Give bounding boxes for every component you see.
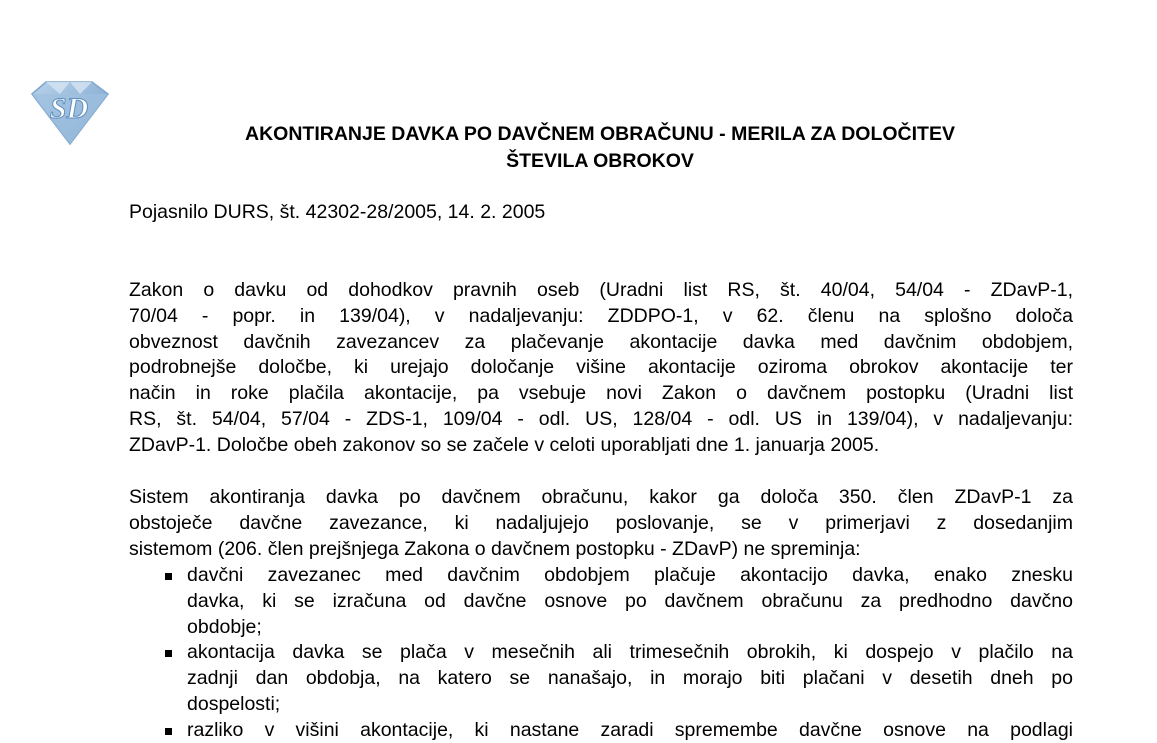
paragraph-intro xyxy=(129,278,1073,459)
bullet-list xyxy=(129,563,1073,743)
paragraph-line: sistemom (206. člen prejšnjega Zakona o davčnem postopku - ZDavP) ne spreminja: xyxy=(129,537,861,560)
list-item-line: zadnji dan obdobja, na katero se nanašajo, in morajo biti plačani v desetih dneh po xyxy=(187,667,1073,690)
title-line-1: AKONTIRANJE DAVKA PO DAVČNEM OBRAČUNU - MERILA ZA DOLOČITEV xyxy=(245,123,955,145)
bullet-square-icon xyxy=(165,650,172,657)
list-item xyxy=(129,718,1073,743)
list-item-line: davčni zavezanec med davčnim obdobjem plačuje akontacijo davka, enako znesku xyxy=(187,564,1073,586)
list-item-line: dospelosti; xyxy=(187,692,281,715)
logo-letters: SD xyxy=(49,92,89,125)
document-subtitle: Pojasnilo DURS, št. 42302-28/2005, 14. 2. 2005 xyxy=(129,201,546,223)
list-item-line: obdobje; xyxy=(187,615,262,638)
list-item xyxy=(129,563,1073,640)
sd-diamond-logo-icon xyxy=(26,78,112,148)
paragraph-line: 70/04 - popr. in 139/04), v nadaljevanju: ZDDPO-1, v 62. členu na splošno določa xyxy=(129,304,1073,327)
paragraph-line: način in roke plačila akontacije, pa vsebuje novi Zakon o davčnem postopku (Uradni list xyxy=(129,382,1073,405)
bullet-square-icon xyxy=(165,728,172,735)
paragraph-line: Sistem akontiranja davka po davčnem obračunu, kakor ga določa 350. člen ZDavP-1 za xyxy=(129,486,1073,508)
paragraph-line: ZDavP-1. Določbe obeh zakonov so se začele v celoti uporabljati dne 1. januarja 2005. xyxy=(129,433,880,456)
list-item-line: davka, ki se izračuna od davčne osnove po davčnem obračunu za predhodno davčno xyxy=(187,589,1073,612)
paragraph-system xyxy=(129,485,1073,562)
list-item-line: akontacija davka se plača v mesečnih ali trimesečnih obrokih, ki dospejo v plačilo na xyxy=(187,641,1073,664)
paragraph-line: obveznost davčnih zavezancev za plačevanje akontacije davka med davčnim obdobjem, xyxy=(129,330,1073,353)
paragraph-line: obstoječe davčne zavezance, ki nadaljujejo poslovanje, se v primerjavi z dosedanjim xyxy=(129,511,1073,534)
list-item-line: razliko v višini akontacije, ki nastane zaradi spremembe davčne osnove na podlagi xyxy=(187,718,1073,741)
paragraph-line: RS, št. 54/04, 57/04 - ZDS-1, 109/04 - odl. US, 128/04 - odl. US in 139/04), v nadaljevanju: xyxy=(129,407,1073,430)
paragraph-line: podrobnejše določbe, ki urejajo določanje višine akontacije oziroma obrokov akontacije ter xyxy=(129,356,1073,379)
bullet-square-icon xyxy=(165,573,172,580)
paragraph-line: Zakon o davku od dohodkov pravnih oseb (Uradni list RS, št. 40/04, 54/04 - ZDavP-1, xyxy=(129,279,1073,301)
list-item xyxy=(129,640,1073,717)
document-title xyxy=(120,121,1080,175)
title-line-2: ŠTEVILA OBROKOV xyxy=(506,150,694,172)
